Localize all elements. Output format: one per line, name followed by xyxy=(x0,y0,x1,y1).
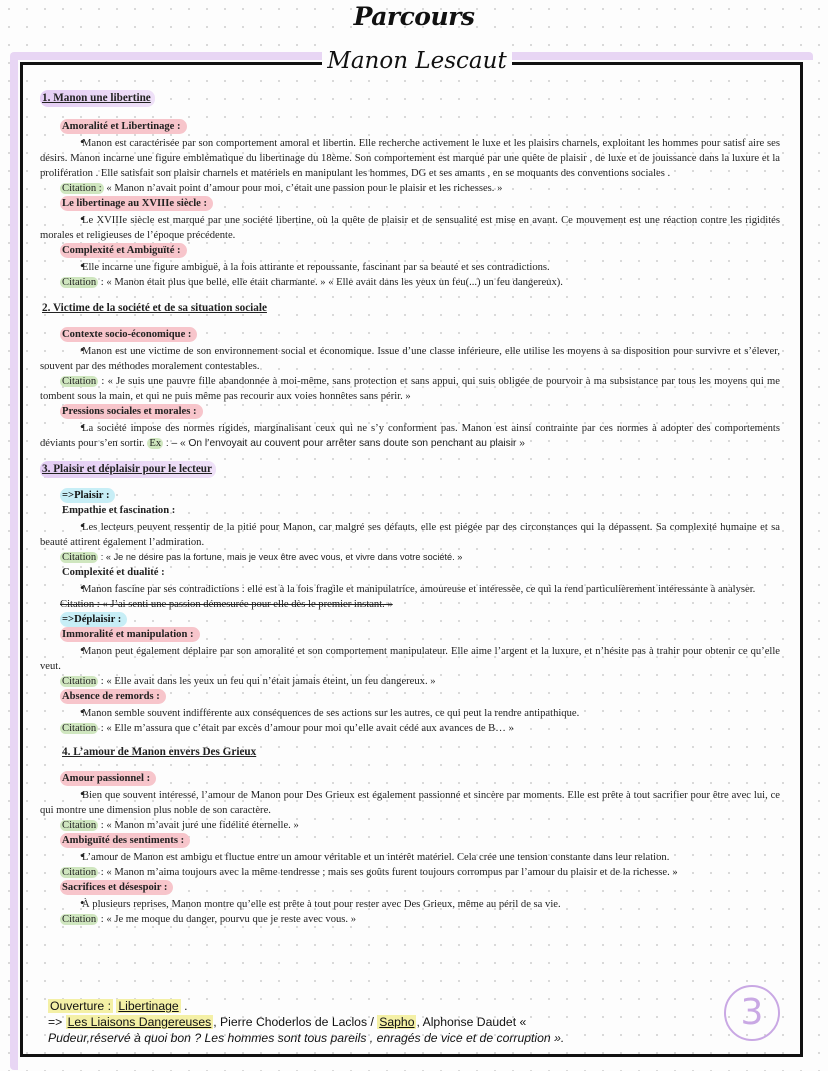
section-heading-1: 1. Manon une libertine xyxy=(40,90,155,107)
paragraph: • Elle incarne une figure ambiguë, à la fois attirante et repoussante, fascinant par sa beauté et ses contradictions. xyxy=(40,258,780,275)
citation: Citation : « Manon m’avait juré une fidélité éternelle. » xyxy=(62,820,299,831)
bullet-icon xyxy=(60,522,82,533)
book-title-2: Sapho xyxy=(379,1015,415,1029)
bullet-icon xyxy=(60,346,82,357)
ouverture-quote: Pudeur,réservé à quoi bon ? Les hommes sont tous pareils , enragés de vice et de corruption ». xyxy=(48,1031,565,1045)
subheading: Pressions sociales et morales : xyxy=(60,404,203,419)
notes-body xyxy=(40,90,780,927)
citation: Citation : « Je ne désire pas la fortune, mais je veux être avec vous, et vivre dans votre société. » xyxy=(62,552,463,563)
subheading: Complexité et dualité : xyxy=(62,567,165,578)
subheading: Ambiguïté des sentiments : xyxy=(60,833,190,848)
subheading: Contexte socio-économique : xyxy=(60,327,197,342)
section-heading-2: 2. Victime de la société et de sa situation sociale xyxy=(42,302,267,314)
ouverture-label: Ouverture : xyxy=(50,999,111,1013)
struck-citation: Citation : « J’ai senti une passion démesurée pour elle dès le premier instant. » xyxy=(60,599,393,610)
citation: Citation : « Elle m’assura que c’était par excès d’amour pour moi qu’elle avait cédé aux avances de B… » xyxy=(62,723,514,734)
subheading: Immoralité et manipulation : xyxy=(60,627,200,642)
subheading: Amour passionnel : xyxy=(60,771,156,786)
bullet-icon xyxy=(60,646,82,657)
paragraph: • Manon est caractérisée par son comportement amoral et libertin. Elle recherche activement le luxe et les plaisirs charnels, exploitant les hommes pour satisf aire ses désirs. Manon incarne une figure emblématique du libertinage du 18ème. Son comportement est marqué par une quête de plaisir , de luxe et de jouissance dans la luxure et la prolifération . Elle satisfait son plaisir charnels et matériels en manipulant les hommes, DG et ses amants , en se moquants des conventions sociales . xyxy=(40,134,780,181)
citation: Citation : « Je me moque du danger, pourvu que je reste avec vous. » xyxy=(62,914,357,925)
citation: Citation : « Je suis une pauvre fille abandonnée à moi-même, sans protection et sans appui, qui suis obligée de pourvoir à ma subsistance par tous les moyens qui me tombent sous la main, et qui ne puis même pas recourir aux voies honnêtes sans périr. » xyxy=(40,376,780,402)
bullet-icon xyxy=(60,790,82,801)
book-title-1: Les Liaisons Dangereuses xyxy=(67,1015,212,1029)
bullet-icon xyxy=(60,852,82,863)
paragraph: • Le XVIIIe siècle est marqué par une société libertine, où la quête de plaisir et de sensualité est mise en avant. Ce mouvement est une réaction contre les rigidités morales et religieuses de l’époque précédente. xyxy=(40,211,780,243)
bullet-icon xyxy=(60,423,82,434)
bullet-icon xyxy=(60,262,82,273)
bullet-icon xyxy=(60,138,82,149)
bullet-icon xyxy=(60,215,82,226)
ouverture-topic: Libertinage xyxy=(118,999,179,1013)
bullet-icon xyxy=(60,584,82,595)
paragraph: • Bien que souvent intéressé, l’amour de Manon pour Des Grieux est également passionné et sincère par moments. Elle est prête à tout sacrifier pour être avec lui, ce qui montre une dimension plus noble de son caractère. xyxy=(40,786,780,818)
paragraph: • Manon peut également déplaire par son amoralité et son comportement manipulateur. Elle aime l’argent et la luxure, et n’hésite pas à trahir pour obtenir ce qu’elle veut. xyxy=(40,642,780,674)
subheading: Absence de remords : xyxy=(60,689,166,704)
citation: Citation : « Manon m’aima toujours avec la même tendresse ; mais ses goûts furent toujours corrompus par l’amour du plaisir et de la richesse. » xyxy=(62,867,678,878)
plaisir-heading: =>Plaisir : xyxy=(60,488,115,503)
paragraph: • À plusieurs reprises, Manon montre qu’elle est prête à tout pour rester avec Des Grieux, même au péril de sa vie. xyxy=(40,895,780,912)
page-subtitle: Manon Lescaut xyxy=(322,44,512,78)
bullet-icon xyxy=(60,899,82,910)
citation: Citation : « Elle avait dans les yeux un feu qui n’était jamais éteint, un feu dangereux. » xyxy=(62,676,436,687)
subheading: Sacrifices et désespoir : xyxy=(60,880,173,895)
section-heading-3: 3. Plaisir et déplaisir pour le lecteur xyxy=(40,461,216,478)
subheading: Le libertinage au XVIIIe siècle : xyxy=(60,196,213,211)
paragraph: • Manon semble souvent indifférente aux conséquences de ses actions sur les autres, ce qui peut la rendre antipathique. xyxy=(40,704,780,721)
subheading: Empathie et fascination : xyxy=(62,505,176,516)
paragraph: • La société impose des normes rigides, marginalisant ceux qui ne s’y conforment pas. Manon est ainsi contrainte par ces normes à adopter des comportements déviants pour s’en sortir. Ex : – « On l’envoyait au couvent pour arrêter sans doute son penchant au plaisir » xyxy=(40,419,780,451)
ouverture-block: Ouverture : Libertinage . => Les Liaisons Dangereuses , Pierre Choderlos de Laclos / Sapho , Alphonse Daudet « Pudeur,réservé à quoi bon ? Les hommes sont tous pareils , enragés de vice et de corruption ». xyxy=(48,998,748,1046)
paragraph: • Manon est une victime de son environnement social et économique. Issue d’une classe inférieure, elle utilise les moyens à sa disposition pour survivre et s’élever, souvent par des méthodes moralement contestables. xyxy=(40,342,780,374)
citation: Citation : « Manon n’avait point d’amour pour moi, c’était une passion pour le plaisir et les richesses. » xyxy=(62,183,503,194)
subheading: Amoralité et Libertinage : xyxy=(60,119,187,134)
page-number-badge: 3 xyxy=(724,985,780,1041)
subheading: Complexité et Ambiguïté : xyxy=(60,243,187,258)
deplaisir-heading: =>Déplaisir : xyxy=(60,612,127,627)
paragraph: • Manon fascine par ses contradictions : elle est à la fois fragile et manipulatrice, amoureuse et intéressée, ce qui la rend particulièrement intéressante à analyser. xyxy=(40,580,780,597)
section-heading-4: 4. L’amour de Manon envers Des Grieux xyxy=(62,746,257,758)
paragraph: • L’amour de Manon est ambigu et fluctue entre un amour véritable et un intérêt matériel. Cela crée une tension constante dans leur relation. xyxy=(40,848,780,865)
page-title: Parcours xyxy=(353,2,475,31)
paragraph: • Les lecteurs peuvent ressentir de la pitié pour Manon, car malgré ses défauts, elle est piégée par des circonstances qui la dépassent. Sa complexité humaine et sa beauté attirent également l’admiration. xyxy=(40,518,780,550)
citation: Citation : « Manon était plus que belle, elle était charmante. » « Elle avait dans les yeux un feu(...) un feu dangereux). xyxy=(62,277,563,288)
bullet-icon xyxy=(60,708,82,719)
